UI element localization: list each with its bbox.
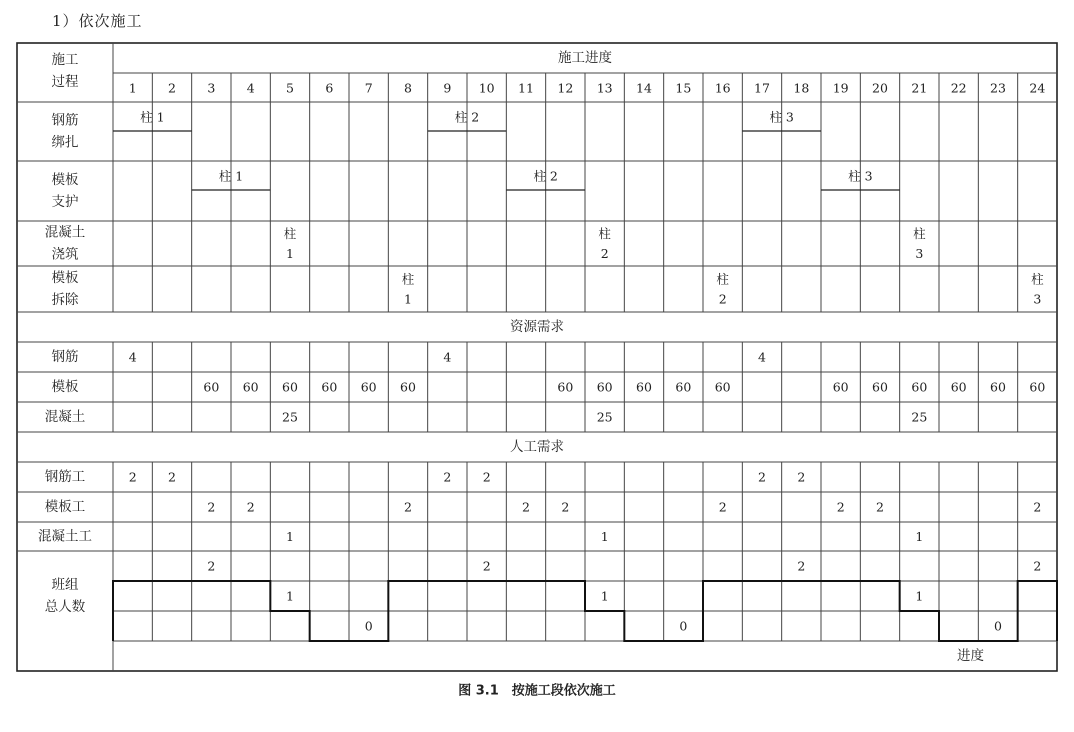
day-number: 21 (911, 80, 928, 96)
task-label-number: 1 (404, 291, 412, 307)
day-number: 14 (636, 80, 652, 96)
day-number: 7 (364, 80, 373, 96)
task-label: 柱 2 (533, 168, 558, 184)
resource-row-label: 混凝土 (44, 409, 86, 425)
table-text (38, 49, 1045, 699)
day-number: 12 (557, 80, 574, 96)
crew-level-mark: 0 (364, 618, 373, 634)
figure-caption: 图 3.1 按施工段依次施工 (458, 683, 616, 699)
day-number: 5 (286, 80, 294, 96)
schedule-row-label: 浇筑 (51, 246, 79, 263)
day-number: 19 (832, 80, 849, 96)
labor-row-label: 混凝土工 (38, 528, 92, 545)
day-number: 11 (518, 80, 534, 96)
task-label-number: 2 (600, 246, 609, 261)
table-grid (17, 43, 1057, 671)
progress-title: 施工进度 (558, 50, 612, 66)
day-number: 17 (754, 80, 770, 96)
resource-title: 资源需求 (510, 319, 564, 335)
task-label: 柱 (1031, 271, 1044, 287)
task-label: 柱 1 (218, 168, 244, 184)
resource-value: 60 (636, 379, 652, 395)
day-number: 9 (443, 80, 452, 96)
resource-value: 60 (203, 379, 220, 395)
resource-value: 4 (443, 349, 452, 365)
day-number: 24 (1029, 80, 1046, 96)
schedule-row-label: 绑扎 (51, 134, 79, 151)
labor-value: 2 (246, 499, 255, 515)
labor-value: 2 (836, 499, 845, 515)
progress-axis-label: 进度 (956, 648, 984, 664)
task-label-number: 3 (1033, 291, 1042, 307)
section-heading: 1）依次施工 (52, 12, 143, 30)
crew-level-mark: 2 (797, 558, 806, 574)
labor-value: 2 (404, 499, 412, 515)
labor-value: 2 (482, 469, 491, 485)
task-label-number: 1 (286, 246, 294, 261)
resource-value: 60 (911, 379, 928, 395)
schedule-row-label: 模板 (51, 172, 79, 188)
task-label: 柱 (913, 226, 926, 241)
crew-level-mark: 0 (994, 618, 1002, 634)
crew-level-mark: 2 (482, 558, 491, 574)
labor-value: 2 (443, 469, 452, 485)
schedule-row-label: 拆除 (51, 292, 79, 308)
day-number: 4 (246, 80, 255, 96)
resource-value: 60 (872, 379, 888, 395)
resource-value: 25 (911, 409, 928, 425)
resource-row-label: 模板 (51, 379, 79, 395)
day-number: 16 (714, 80, 731, 96)
task-label: 柱 3 (848, 168, 873, 184)
labor-value: 2 (758, 469, 766, 485)
process-label-bottom: 过程 (51, 74, 79, 90)
labor-value: 2 (207, 499, 216, 515)
resource-value: 25 (596, 409, 613, 425)
day-number: 3 (207, 80, 216, 96)
resource-value: 60 (557, 379, 574, 395)
labor-value: 1 (286, 529, 294, 544)
resource-value: 4 (128, 349, 137, 365)
labor-row-label: 钢筋工 (44, 469, 86, 485)
resource-value: 60 (714, 379, 731, 395)
crew-level-mark: 0 (679, 618, 688, 634)
labor-value: 1 (915, 529, 924, 544)
table-frame (17, 43, 1057, 671)
schedule-row-label: 混凝土 (44, 224, 86, 241)
resource-value: 60 (400, 379, 416, 395)
task-label: 柱 3 (769, 109, 794, 125)
day-number: 13 (596, 80, 613, 96)
task-label: 柱 (283, 226, 297, 241)
labor-value: 1 (600, 529, 609, 544)
resource-value: 60 (1029, 379, 1046, 395)
resource-value: 4 (758, 349, 766, 365)
task-label: 柱 (401, 271, 415, 287)
day-number: 10 (478, 80, 495, 96)
schedule-row-label: 模板 (51, 270, 79, 286)
crew-label: 总人数 (44, 599, 86, 615)
day-number: 22 (950, 80, 967, 96)
resource-value: 60 (282, 379, 298, 395)
task-label: 柱 2 (454, 109, 480, 125)
resource-value: 60 (360, 379, 377, 395)
labor-value: 2 (1033, 499, 1042, 515)
crew-level-mark: 2 (207, 558, 216, 574)
day-number: 18 (793, 80, 810, 96)
day-number: 23 (990, 80, 1006, 96)
labor-value: 2 (797, 469, 806, 485)
labor-value: 2 (561, 499, 570, 515)
labor-value: 2 (718, 499, 727, 515)
day-number: 6 (325, 80, 334, 96)
resource-value: 60 (321, 379, 338, 395)
day-number: 1 (128, 80, 137, 96)
crew-level-mark: 1 (286, 588, 294, 604)
day-number: 15 (675, 80, 692, 96)
crew-level-mark: 2 (1033, 558, 1042, 574)
resource-value: 60 (596, 379, 613, 395)
schedule-row-label: 支护 (51, 194, 79, 210)
labor-title: 人工需求 (510, 439, 564, 455)
labor-value: 2 (876, 499, 884, 515)
labor-row-label: 模板工 (44, 499, 86, 515)
labor-value: 2 (522, 499, 530, 515)
day-number: 20 (872, 80, 888, 96)
task-label-number: 3 (915, 246, 924, 261)
labor-value: 2 (168, 469, 176, 485)
task-label: 柱 (716, 271, 729, 287)
resource-value: 25 (282, 409, 298, 425)
labor-value: 2 (128, 469, 137, 485)
crew-label: 班组 (51, 577, 79, 593)
task-label: 柱 1 (140, 109, 165, 125)
task-label-number: 2 (718, 291, 727, 307)
resource-value: 60 (242, 379, 259, 395)
resource-value: 60 (832, 379, 849, 395)
task-label: 柱 (598, 226, 611, 241)
day-number: 2 (168, 80, 176, 96)
schedule-row-label: 钢筋 (51, 112, 79, 129)
resource-value: 60 (675, 379, 692, 395)
resource-row-label: 钢筋 (51, 349, 79, 365)
resource-value: 60 (990, 379, 1006, 395)
process-label-top: 施工 (51, 52, 79, 68)
crew-level-mark: 1 (600, 588, 609, 604)
resource-value: 60 (950, 379, 967, 395)
crew-level-mark: 1 (915, 588, 924, 604)
day-number: 8 (404, 80, 412, 96)
